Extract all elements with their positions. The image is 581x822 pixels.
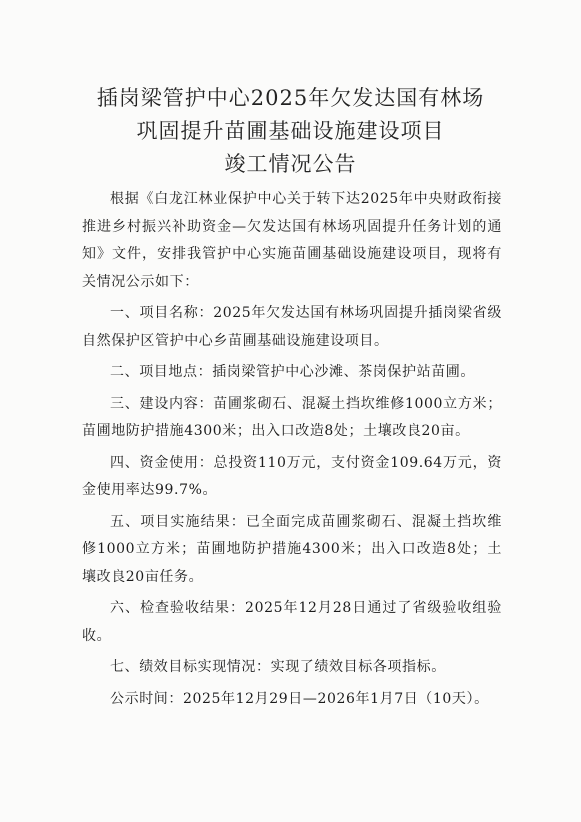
document-title	[60, 82, 521, 181]
implementation-result-paragraph: 五、项目实施结果：已全面完成苗圃浆砌石、混凝土挡坎维修1000立方米；苗圃地防护措施4300米；出入口改造8处；土壤改良20亩任务。	[82, 513, 502, 585]
document-body	[82, 186, 502, 713]
title-line-3: 竣工情况公告	[224, 152, 357, 176]
fund-usage-paragraph: 四、资金使用：总投资110万元，支付资金109.64万元，资金使用率达99.7%。	[82, 454, 502, 498]
title-line-2: 巩固提升苗圃基础设施建设项目	[136, 119, 445, 143]
notice-time-paragraph: 公示时间：2025年12月29日—2026年1月7日（10天）。	[110, 690, 489, 707]
acceptance-result-paragraph: 六、检查验收结果：2025年12月28日通过了省级验收组验收。	[82, 600, 502, 644]
project-location-paragraph: 二、项目地点：插岗梁管护中心沙滩、茶岗保护站苗圃。	[110, 364, 475, 380]
performance-goal-paragraph: 七、绩效目标实现情况：实现了绩效目标各项指标。	[110, 659, 446, 675]
construction-content-paragraph: 三、建设内容：苗圃浆砌石、混凝土挡坎维修1000立方米；苗圃地防护措施4300米；出入口改造8处；土壤改良20亩。	[82, 395, 502, 439]
intro-paragraph: 根据《白龙江林业保护中心关于转下达2025年中央财政衔接推进乡村振兴补助资金—欠发达国有林场巩固提升任务计划的通知》文件，安排我管护中心实施苗圃基础设施建设项目，现将有关情况公示如下：	[82, 191, 502, 290]
title-line-1: 插岗梁管护中心2025年欠发达国有林场	[96, 86, 485, 110]
project-name-paragraph: 一、项目名称：2025年欠发达国有林场巩固提升插岗梁省级自然保护区管护中心乡苗圃基础设施建设项目。	[82, 305, 502, 349]
